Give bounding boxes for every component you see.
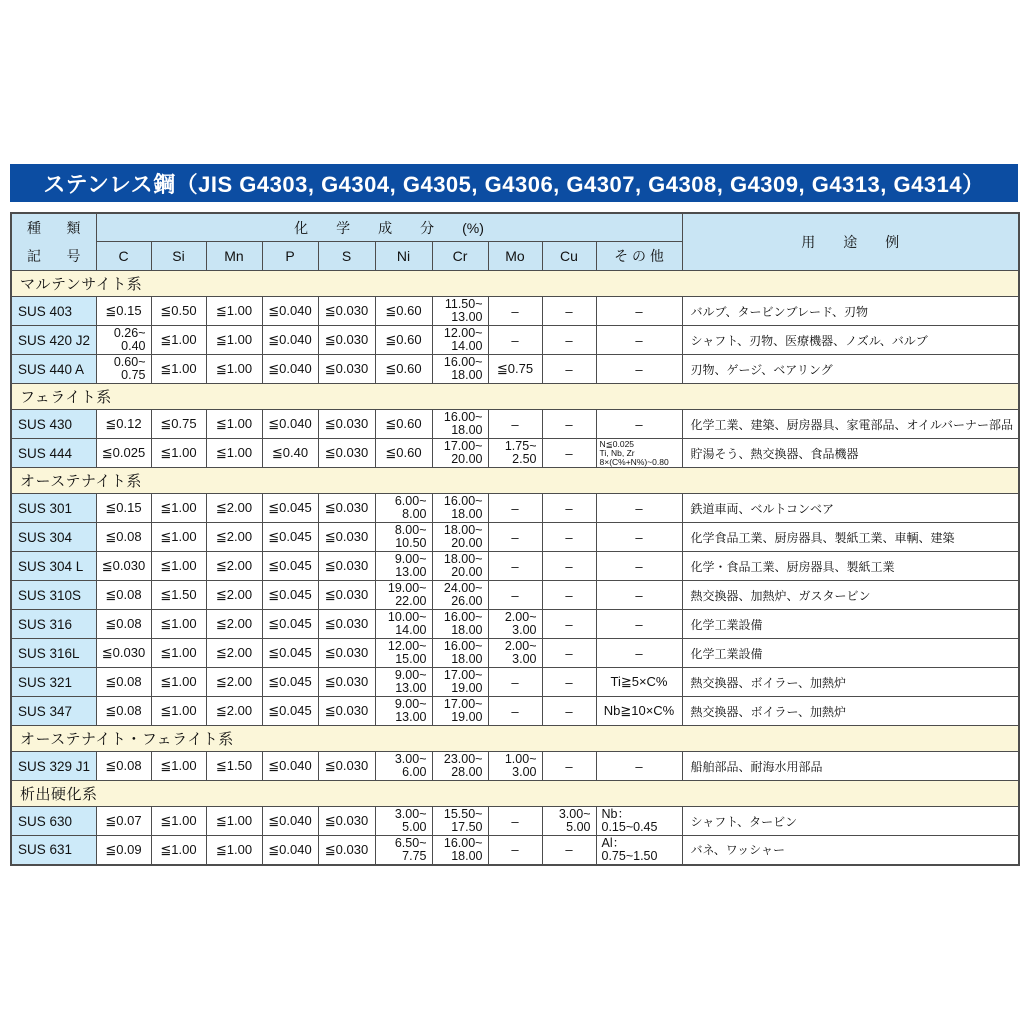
use-cell: 化学工業設備 xyxy=(682,639,1019,668)
cell-mn: ≦1.00 xyxy=(206,355,262,384)
cell-p: ≦0.045 xyxy=(262,552,318,581)
cell-s: ≦0.030 xyxy=(318,297,375,326)
table-row xyxy=(11,494,1019,523)
cell-si: ≦1.00 xyxy=(151,639,206,668)
cell-other: Nb： 0.15~0.45 xyxy=(596,807,682,836)
column-header-s: S xyxy=(318,242,375,271)
cell-other: – xyxy=(596,326,682,355)
table-row xyxy=(11,752,1019,781)
grade-cell: SUS 321 xyxy=(11,668,96,697)
cell-p: ≦0.045 xyxy=(262,523,318,552)
cell-ni: 9.00~ 13.00 xyxy=(375,552,432,581)
grade-column-header xyxy=(11,213,96,271)
cell-s: ≦0.030 xyxy=(318,355,375,384)
cell-c: ≦0.09 xyxy=(96,836,151,865)
cell-other: – xyxy=(596,752,682,781)
cell-ni: 6.00~ 8.00 xyxy=(375,494,432,523)
cell-si: ≦1.00 xyxy=(151,326,206,355)
cell-other: – xyxy=(596,581,682,610)
cell-cr: 24.00~ 26.00 xyxy=(432,581,488,610)
cell-ni: 9.00~ 13.00 xyxy=(375,668,432,697)
cell-mo: 1.75~ 2.50 xyxy=(488,439,542,468)
cell-other: – xyxy=(596,355,682,384)
grade-cell: SUS 304 xyxy=(11,523,96,552)
cell-c: ≦0.12 xyxy=(96,410,151,439)
cell-c: 0.60~ 0.75 xyxy=(96,355,151,384)
cell-s: ≦0.030 xyxy=(318,639,375,668)
use-cell: 熱交換器、ボイラー、加熱炉 xyxy=(682,668,1019,697)
cell-cu: – xyxy=(542,752,596,781)
cell-p: ≦0.045 xyxy=(262,639,318,668)
cell-p: ≦0.045 xyxy=(262,581,318,610)
table-row xyxy=(11,552,1019,581)
cell-mo: – xyxy=(488,494,542,523)
cell-s: ≦0.030 xyxy=(318,752,375,781)
cell-other: Ti≧5×C% xyxy=(596,668,682,697)
cell-cr: 16.00~ 18.00 xyxy=(432,355,488,384)
cell-c: ≦0.08 xyxy=(96,697,151,726)
cell-c: ≦0.030 xyxy=(96,639,151,668)
cell-other: Nb≧10×C% xyxy=(596,697,682,726)
grade-header-char: 種 xyxy=(27,220,41,236)
cell-cu: – xyxy=(542,326,596,355)
cell-cr: 18.00~ 20.00 xyxy=(432,523,488,552)
table-row xyxy=(11,523,1019,552)
use-cell: 熱交換器、加熱炉、ガスタービン xyxy=(682,581,1019,610)
cell-mo: – xyxy=(488,836,542,865)
table-row xyxy=(11,410,1019,439)
section-title: マルテンサイト系 xyxy=(11,271,1019,297)
column-header-p: P xyxy=(262,242,318,271)
use-cell: 化学・食品工業、厨房器具、製紙工業 xyxy=(682,552,1019,581)
cell-p: ≦0.040 xyxy=(262,297,318,326)
cell-ni: ≦0.60 xyxy=(375,439,432,468)
grade-header-char: 類 xyxy=(66,220,81,236)
page-title xyxy=(10,164,1018,202)
cell-cr: 16.00~ 18.00 xyxy=(432,494,488,523)
section-title: フェライト系 xyxy=(11,384,1019,410)
column-header-other: そ の 他 xyxy=(596,242,682,271)
cell-p: ≦0.045 xyxy=(262,697,318,726)
cell-si: ≦0.75 xyxy=(151,410,206,439)
cell-cr: 16.00~ 18.00 xyxy=(432,410,488,439)
cell-mo: – xyxy=(488,552,542,581)
cell-si: ≦1.00 xyxy=(151,439,206,468)
use-cell: シャフト、タービン xyxy=(682,807,1019,836)
use-cell: シャフト、刃物、医療機器、ノズル、バルブ xyxy=(682,326,1019,355)
cell-ni: 3.00~ 5.00 xyxy=(375,807,432,836)
use-cell: 化学食品工業、厨房器具、製紙工業、車輌、建築 xyxy=(682,523,1019,552)
cell-mo: – xyxy=(488,410,542,439)
cell-ni: ≦0.60 xyxy=(375,297,432,326)
cell-si: ≦1.00 xyxy=(151,610,206,639)
cell-s: ≦0.030 xyxy=(318,697,375,726)
cell-cu: – xyxy=(542,581,596,610)
cell-cr: 15.50~ 17.50 xyxy=(432,807,488,836)
cell-c: ≦0.07 xyxy=(96,807,151,836)
grade-cell: SUS 430 xyxy=(11,410,96,439)
use-column-header: 用 途 例 xyxy=(682,213,1019,271)
table-body xyxy=(11,271,1019,865)
cell-p: ≦0.045 xyxy=(262,668,318,697)
cell-cu: – xyxy=(542,836,596,865)
cell-mn: ≦1.00 xyxy=(206,297,262,326)
cell-ni: ≦0.60 xyxy=(375,410,432,439)
cell-cr: 17.00~ 19.00 xyxy=(432,697,488,726)
table-row xyxy=(11,639,1019,668)
cell-c: ≦0.08 xyxy=(96,523,151,552)
cell-cr: 16.00~ 18.00 xyxy=(432,836,488,865)
cell-p: ≦0.40 xyxy=(262,439,318,468)
cell-s: ≦0.030 xyxy=(318,552,375,581)
grade-cell: SUS 316L xyxy=(11,639,96,668)
cell-other: – xyxy=(596,523,682,552)
cell-s: ≦0.030 xyxy=(318,326,375,355)
use-cell: 熱交換器、ボイラー、加熱炉 xyxy=(682,697,1019,726)
column-header-si: Si xyxy=(151,242,206,271)
cell-p: ≦0.045 xyxy=(262,494,318,523)
grade-cell: SUS 630 xyxy=(11,807,96,836)
cell-cr: 16.00~ 18.00 xyxy=(432,610,488,639)
cell-mo: – xyxy=(488,668,542,697)
use-cell: 鉄道車両、ベルトコンベア xyxy=(682,494,1019,523)
grade-cell: SUS 347 xyxy=(11,697,96,726)
table-row xyxy=(11,326,1019,355)
cell-p: ≦0.040 xyxy=(262,410,318,439)
cell-mn: ≦2.00 xyxy=(206,639,262,668)
cell-c: ≦0.08 xyxy=(96,668,151,697)
table-row xyxy=(11,297,1019,326)
cell-ni: ≦0.60 xyxy=(375,326,432,355)
cell-mn: ≦2.00 xyxy=(206,581,262,610)
cell-s: ≦0.030 xyxy=(318,610,375,639)
cell-cu: – xyxy=(542,355,596,384)
cell-mo: – xyxy=(488,523,542,552)
use-cell: バネ、ワッシャー xyxy=(682,836,1019,865)
grade-cell: SUS 310S xyxy=(11,581,96,610)
cell-other: – xyxy=(596,410,682,439)
cell-cu: – xyxy=(542,494,596,523)
table-row xyxy=(11,836,1019,865)
cell-c: ≦0.030 xyxy=(96,552,151,581)
table-row xyxy=(11,439,1019,468)
cell-c: ≦0.025 xyxy=(96,439,151,468)
cell-mn: ≦1.00 xyxy=(206,807,262,836)
cell-ni: 6.50~ 7.75 xyxy=(375,836,432,865)
cell-si: ≦1.00 xyxy=(151,836,206,865)
table-row xyxy=(11,355,1019,384)
section-title: オーステナイト・フェライト系 xyxy=(11,726,1019,752)
cell-ni: 10.00~ 14.00 xyxy=(375,610,432,639)
use-cell: 貯湯そう、熱交換器、食品機器 xyxy=(682,439,1019,468)
cell-other: – xyxy=(596,494,682,523)
cell-c: 0.26~ 0.40 xyxy=(96,326,151,355)
cell-c: ≦0.08 xyxy=(96,610,151,639)
column-header-cu: Cu xyxy=(542,242,596,271)
grade-header-char: 記 xyxy=(27,248,41,264)
cell-mn: ≦2.00 xyxy=(206,552,262,581)
cell-cu: – xyxy=(542,610,596,639)
cell-other: N≦0.025 Ti, Nb, Zr 8×(C%+N%)~0.80 xyxy=(596,439,682,468)
grade-cell: SUS 316 xyxy=(11,610,96,639)
cell-p: ≦0.045 xyxy=(262,610,318,639)
grade-cell: SUS 440 A xyxy=(11,355,96,384)
cell-mn: ≦1.00 xyxy=(206,410,262,439)
cell-p: ≦0.040 xyxy=(262,836,318,865)
cell-mn: ≦1.00 xyxy=(206,326,262,355)
cell-cr: 16.00~ 18.00 xyxy=(432,639,488,668)
table-row xyxy=(11,807,1019,836)
cell-si: ≦0.50 xyxy=(151,297,206,326)
cell-other: Al： 0.75~1.50 xyxy=(596,836,682,865)
column-header-mo: Mo xyxy=(488,242,542,271)
grade-cell: SUS 420 J2 xyxy=(11,326,96,355)
grade-cell: SUS 304 L xyxy=(11,552,96,581)
use-cell: バルブ、タービンブレード、刃物 xyxy=(682,297,1019,326)
cell-s: ≦0.030 xyxy=(318,439,375,468)
cell-si: ≦1.00 xyxy=(151,807,206,836)
cell-si: ≦1.00 xyxy=(151,697,206,726)
cell-other: – xyxy=(596,552,682,581)
cell-p: ≦0.040 xyxy=(262,326,318,355)
page-title-text: ステンレス鋼（JIS G4303, G4304, G4305, G4306, G4307, G4308, G4309, G4313, G4314） xyxy=(43,171,985,197)
cell-s: ≦0.030 xyxy=(318,807,375,836)
cell-cr: 11.50~ 13.00 xyxy=(432,297,488,326)
cell-mn: ≦2.00 xyxy=(206,494,262,523)
cell-mn: ≦2.00 xyxy=(206,523,262,552)
cell-mo: 2.00~ 3.00 xyxy=(488,639,542,668)
cell-mo: – xyxy=(488,697,542,726)
cell-cr: 23.00~ 28.00 xyxy=(432,752,488,781)
cell-c: ≦0.15 xyxy=(96,494,151,523)
cell-ni: 19.00~ 22.00 xyxy=(375,581,432,610)
cell-cr: 12.00~ 14.00 xyxy=(432,326,488,355)
section-title: オーステナイト系 xyxy=(11,468,1019,494)
section-row xyxy=(11,468,1019,494)
section-title: 析出硬化系 xyxy=(11,781,1019,807)
grade-cell: SUS 403 xyxy=(11,297,96,326)
cell-s: ≦0.030 xyxy=(318,836,375,865)
table-row xyxy=(11,697,1019,726)
cell-s: ≦0.030 xyxy=(318,410,375,439)
cell-mo: – xyxy=(488,297,542,326)
table-row xyxy=(11,668,1019,697)
use-cell: 化学工業、建築、厨房器具、家電部品、オイルバーナー部品 xyxy=(682,410,1019,439)
cell-si: ≦1.00 xyxy=(151,355,206,384)
cell-si: ≦1.00 xyxy=(151,523,206,552)
cell-ni: 8.00~ 10.50 xyxy=(375,523,432,552)
section-row xyxy=(11,781,1019,807)
cell-s: ≦0.030 xyxy=(318,494,375,523)
cell-c: ≦0.08 xyxy=(96,752,151,781)
cell-mo: 2.00~ 3.00 xyxy=(488,610,542,639)
cell-ni: 3.00~ 6.00 xyxy=(375,752,432,781)
section-row xyxy=(11,726,1019,752)
grade-cell: SUS 329 J1 xyxy=(11,752,96,781)
cell-cu: – xyxy=(542,410,596,439)
cell-s: ≦0.030 xyxy=(318,668,375,697)
cell-p: ≦0.040 xyxy=(262,807,318,836)
use-cell: 刃物、ゲージ、ベアリング xyxy=(682,355,1019,384)
chemical-composition-header: 化 学 成 分 (%) xyxy=(96,213,682,242)
cell-mo: – xyxy=(488,581,542,610)
cell-ni: ≦0.60 xyxy=(375,355,432,384)
cell-cu: – xyxy=(542,523,596,552)
grade-cell: SUS 301 xyxy=(11,494,96,523)
column-header-ni: Ni xyxy=(375,242,432,271)
cell-p: ≦0.040 xyxy=(262,355,318,384)
cell-other: – xyxy=(596,297,682,326)
grade-header-line-1 xyxy=(12,214,96,242)
cell-cr: 18.00~ 20.00 xyxy=(432,552,488,581)
cell-mo: – xyxy=(488,326,542,355)
cell-si: ≦1.00 xyxy=(151,752,206,781)
cell-c: ≦0.15 xyxy=(96,297,151,326)
column-header-c: C xyxy=(96,242,151,271)
cell-cr: 17.00~ 19.00 xyxy=(432,668,488,697)
column-header-mn: Mn xyxy=(206,242,262,271)
cell-s: ≦0.030 xyxy=(318,523,375,552)
use-cell: 船舶部品、耐海水用部品 xyxy=(682,752,1019,781)
table-row xyxy=(11,581,1019,610)
cell-p: ≦0.040 xyxy=(262,752,318,781)
cell-cu: – xyxy=(542,668,596,697)
stainless-steel-table xyxy=(10,212,1020,866)
cell-mn: ≦2.00 xyxy=(206,668,262,697)
grade-header-line-2 xyxy=(12,242,96,270)
cell-ni: 9.00~ 13.00 xyxy=(375,697,432,726)
cell-cr: 17.00~ 20.00 xyxy=(432,439,488,468)
cell-si: ≦1.50 xyxy=(151,581,206,610)
table-row xyxy=(11,610,1019,639)
cell-mn: ≦2.00 xyxy=(206,610,262,639)
cell-cu: – xyxy=(542,639,596,668)
cell-other: – xyxy=(596,610,682,639)
cell-c: ≦0.08 xyxy=(96,581,151,610)
section-row xyxy=(11,271,1019,297)
cell-si: ≦1.00 xyxy=(151,668,206,697)
cell-cu: 3.00~ 5.00 xyxy=(542,807,596,836)
cell-cu: – xyxy=(542,439,596,468)
cell-mn: ≦1.00 xyxy=(206,439,262,468)
cell-mo: – xyxy=(488,807,542,836)
cell-si: ≦1.00 xyxy=(151,494,206,523)
column-header-cr: Cr xyxy=(432,242,488,271)
cell-mo: 1.00~ 3.00 xyxy=(488,752,542,781)
grade-header-char: 号 xyxy=(66,248,81,264)
cell-cu: – xyxy=(542,552,596,581)
cell-cu: – xyxy=(542,697,596,726)
cell-cu: – xyxy=(542,297,596,326)
cell-mn: ≦1.50 xyxy=(206,752,262,781)
table-header xyxy=(11,213,1019,271)
section-row xyxy=(11,384,1019,410)
cell-s: ≦0.030 xyxy=(318,581,375,610)
cell-mn: ≦1.00 xyxy=(206,836,262,865)
grade-cell: SUS 444 xyxy=(11,439,96,468)
grade-cell: SUS 631 xyxy=(11,836,96,865)
cell-mn: ≦2.00 xyxy=(206,697,262,726)
cell-ni: 12.00~ 15.00 xyxy=(375,639,432,668)
cell-si: ≦1.00 xyxy=(151,552,206,581)
cell-other: – xyxy=(596,639,682,668)
cell-mo: ≦0.75 xyxy=(488,355,542,384)
use-cell: 化学工業設備 xyxy=(682,610,1019,639)
